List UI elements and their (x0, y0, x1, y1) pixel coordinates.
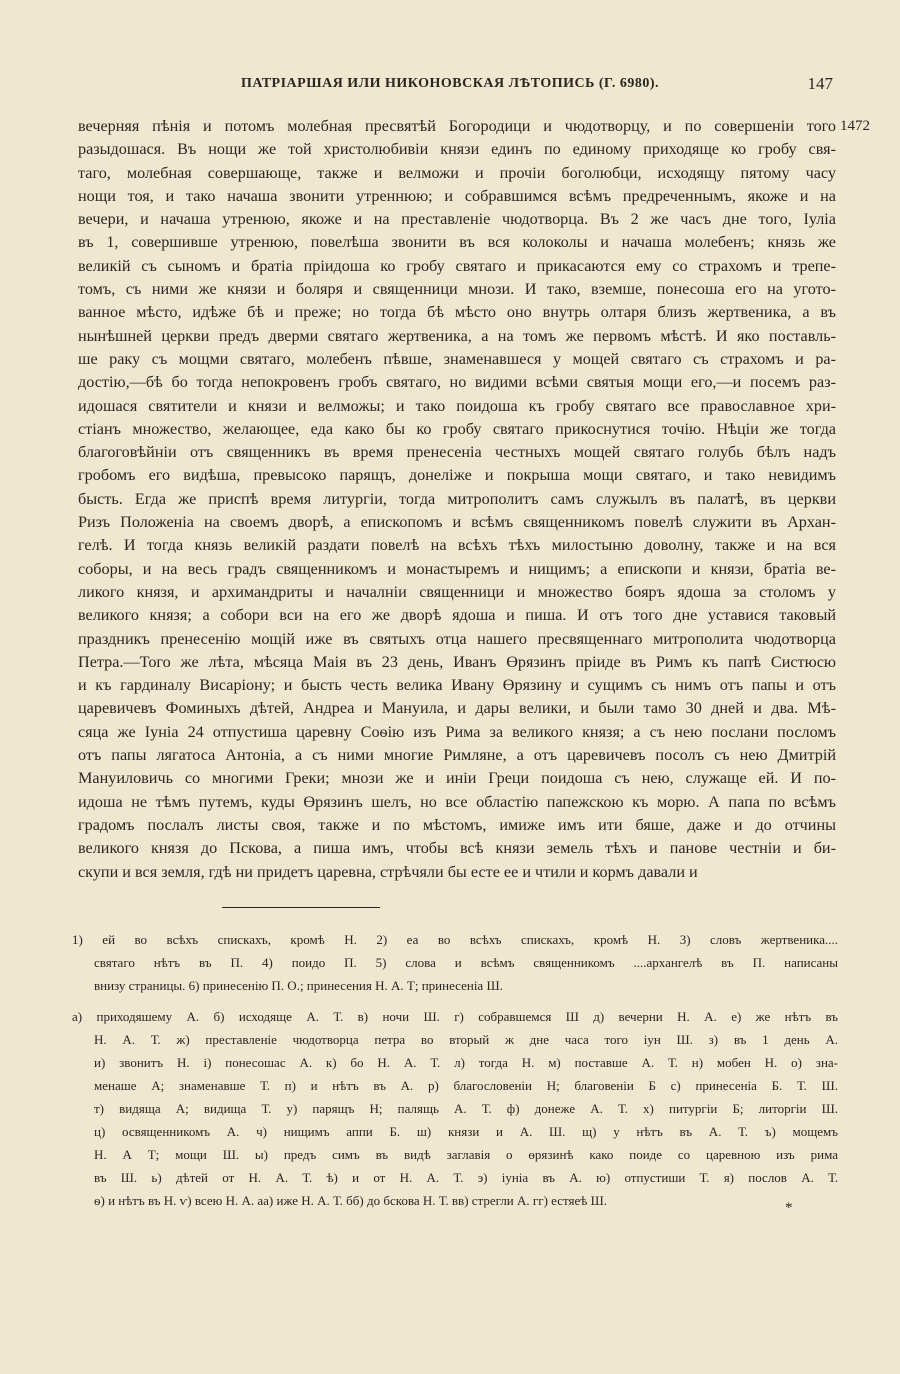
text-line: царевичевъ Фоминыхъ дѣтей, Андреа и Мануила, и дары велики, и были тамо 30 дней и два. Мѣ- (78, 699, 836, 718)
text-line: ше раку съ мощми святаго, молебенъ пѣвше, знаменавшеся у мощей святаго съ страхомъ и ра- (78, 349, 836, 368)
text-line: идошася святители и князи и велможы; и тако поидоша къ гробу святаго все православное хри- (78, 396, 836, 415)
text-line: соборы, и на весь градъ священникомъ и монастыремъ и нищимъ; а епископи и князи, братіа ве- (78, 559, 836, 578)
footnote-line: внизу страницы. 6) принесенію П. О.; принесения Н. А. Т; принесеніа Ш. (94, 978, 503, 993)
text-line: ликого князя, и архимандриты и началніи священници и множество бояръ ядоша за столомъ у (78, 582, 836, 601)
text-line: и къ гардиналу Висаріону; и бысть честь велика Ивану Өрязину и сущимъ съ нимъ отъ папы и отъ (78, 676, 836, 695)
variant-note-line: менаше А; знаменавше Т. п) и нѣтъ въ А. р) благословеніи Н; благовеніи Б с) принесеніа Б. Т. Ш. (94, 1078, 838, 1093)
main-text (78, 115, 836, 884)
text-line: великого князя; а собори вси на его же дворѣ ядоша и пиша. И отъ того дне уставися таковый (78, 606, 836, 625)
footer-mark: * (785, 1200, 793, 1216)
text-line: великій съ сыномъ и братіа пріидоша ко гробу святаго и прикасаются ему со страхомъ и трепе- (78, 256, 836, 275)
text-line: Мануиловичь со многими Греки; мнози же и иніи Греци поидоша съ нею, служаще ей. И по- (78, 769, 836, 788)
text-line: вечерняя пѣнія и потомъ молебная пресвятѣй Богородици и чюдотворцу, и по совершеніи того (78, 117, 836, 135)
variant-note-line: и) звонитъ Н. і) понесошас А. к) бо Н. А. Т. л) тогда Н. м) поставше А. Т. н) мобен Н. о) зна- (94, 1055, 838, 1070)
footnote-line: святаго нѣтъ въ П. 4) поидо П. 5) слова и всѣмъ священникомъ ....архангелѣ въ П. написаны (94, 955, 838, 970)
variant-note-line: въ Ш. ь) дѣтей от Н. А. Т. ѣ) и от Н. А. Т. э) іуніа въ А. ю) отпустиши Т. я) послов А. Т. (94, 1170, 838, 1185)
text-line: томъ, съ ними же князи и боляря и священници мнози. И тако, вземше, понесоша его на угото- (78, 280, 836, 299)
variant-note-line: а) приходяшему А. б) исходяще А. Т. в) ночи Ш. г) собравшемся Ш д) вечерни Н. А. е) же нѣтъ въ (72, 1009, 838, 1024)
text-line: великого князя до Пскова, а пиша имъ, чтобы всѣ князи земель тѣхъ и панове честніи и би- (78, 839, 836, 858)
variant-note-line: ц) освященникомъ А. ч) нищимъ аппи Б. ш) князи и А. Ш. щ) у нѣтъ въ А. Т. ъ) мощемъ (94, 1124, 838, 1139)
numbered-footnotes (72, 928, 838, 997)
text-line: идоша не тѣмъ путемъ, куды Өрязинъ шелъ, но все областію папежскою къ морю. А папа по всѣмъ (78, 792, 836, 811)
text-line: сяца же Іуніа 24 отпустиша царевну Соѳію изъ Рима за великого князя; а съ нею послани посломъ (78, 722, 836, 741)
variant-note-line: ѳ) и нѣтъ въ Н. ѵ) всею Н. А. аа) иже Н. А. Т. бб) до бскова Н. Т. вв) стрегли А. гг) естяеѣ Ш. (94, 1193, 607, 1208)
text-line: нынѣшней церкви предъ дверми святаго жертвеника, а на томъ же первомъ мѣстѣ. И яко поставль- (78, 326, 836, 345)
text-line: ванное мѣсто, идѣже бѣ и прежe; но тогда бѣ мѣсто оно внутрь олтаря близъ жертвеника, а въ (78, 303, 836, 322)
text-line: стіанъ множество, желающее, еда како бы ко гробу святаго прикоснутися точію. Нѣціи же тогда (78, 419, 836, 438)
text-line: достію,—бѣ бо тогда непокровенъ гробъ святаго, но видими всѣми святыя мощи его,—и посемъ раз- (78, 373, 836, 392)
text-line: таго, молебная совершающе, также и велможи и прочіи боголюбци, исходящу пятому часу (78, 163, 836, 182)
text-line: градомъ послалъ листы своя, также и по мѣстомъ, имиже имъ ити бяше, даже и до отчины (78, 815, 836, 834)
margin-year: 1472 (840, 118, 870, 134)
text-line: праздникъ пренесенію мощій иже въ святыхъ отца нашего пресвященнаго митрополита чюдотворца (78, 629, 836, 648)
text-line: бысть. Егда же приспѣ время литургіи, тогда митрополитъ самъ служылъ въ палатѣ, въ церкви (78, 489, 836, 508)
text-line: вечери, и начаша утренюю, якоже и на преставленіе чюдотворца. Въ 2 же часъ дне того, Іуліа (78, 210, 836, 229)
text-line: Ризъ Положеніа на своемъ дворѣ, а епископомъ и всѣмъ священникомъ повелѣ служити въ Архан- (78, 513, 836, 532)
text-line: гробомъ его видѣша, превысоко парящъ, донеліже и покрыша мощи святаго, и тако невидимъ (78, 466, 836, 485)
text-line: скупи и вся земля, гдѣ ни придетъ царевна, стрѣчяли бы есте ее и чтили и кормъ давали и (78, 862, 698, 881)
running-header-title: ПАТРІАРШАЯ ИЛИ НИКОНОВСКАЯ ЛѢТОПИСЬ (Г. 6980). (240, 76, 660, 91)
footnote-line: 1) ей во всѣхъ спискахъ, кромѣ Н. 2) еа во всѣхъ спискахъ, кромѣ Н. 3) словъ жертвеника.... (72, 932, 838, 947)
text-line: отъ папы лягатоса Антоніа, а съ ними многие Римляне, а отъ царевичевъ посолъ съ нею Дмитрій (78, 746, 836, 765)
text-line: благоговѣйніи отъ священникъ въ время пренесеніа честныхъ мощей святаго голубь бѣлъ надъ (78, 443, 836, 462)
variant-note-line: Н. А Т; мощи Ш. ы) предъ симъ въ видѣ заглавія о өрязинѣ како поиде со царевною изъ рима (94, 1147, 838, 1162)
text-line: разыдошася. Въ нощи же той христолюбивіи князи единъ по единому приходяще ко гробу свя- (78, 140, 836, 159)
text-line: нощи тоя, и тако начаша звонити утреннюю; и собравшимся всѣмъ предреченнымъ, якоже и на (78, 186, 836, 205)
text-line: Петра.—Того же лѣта, мѣсяца Маія въ 23 день, Иванъ Өрязинъ пріиде въ Римъ къ папѣ Систюсю (78, 652, 836, 671)
text-line: въ 1, совершивше утренюю, повелѣша звонити въ вся колоколы и начаша молебенъ; князь же (78, 233, 836, 252)
footnote-divider (222, 907, 380, 908)
variant-note-line: Н. А. Т. ж) преставленіе чюдотворца петра во вторый ж дне часа того іун Ш. з) въ 1 день А. (94, 1032, 838, 1047)
page-number: 147 (807, 74, 833, 93)
text-line: гелѣ. И тогда князь великій раздати повелѣ на всѣхъ тѣхъ милостыню доволну, также и на вся (78, 536, 836, 555)
lettered-footnotes (72, 1005, 838, 1212)
variant-note-line: т) видяща А; видища Т. у) парящъ Н; палящь А. Т. ф) донеже А. Т. х) питургіи Б; литоргіи Ш. (94, 1101, 838, 1116)
